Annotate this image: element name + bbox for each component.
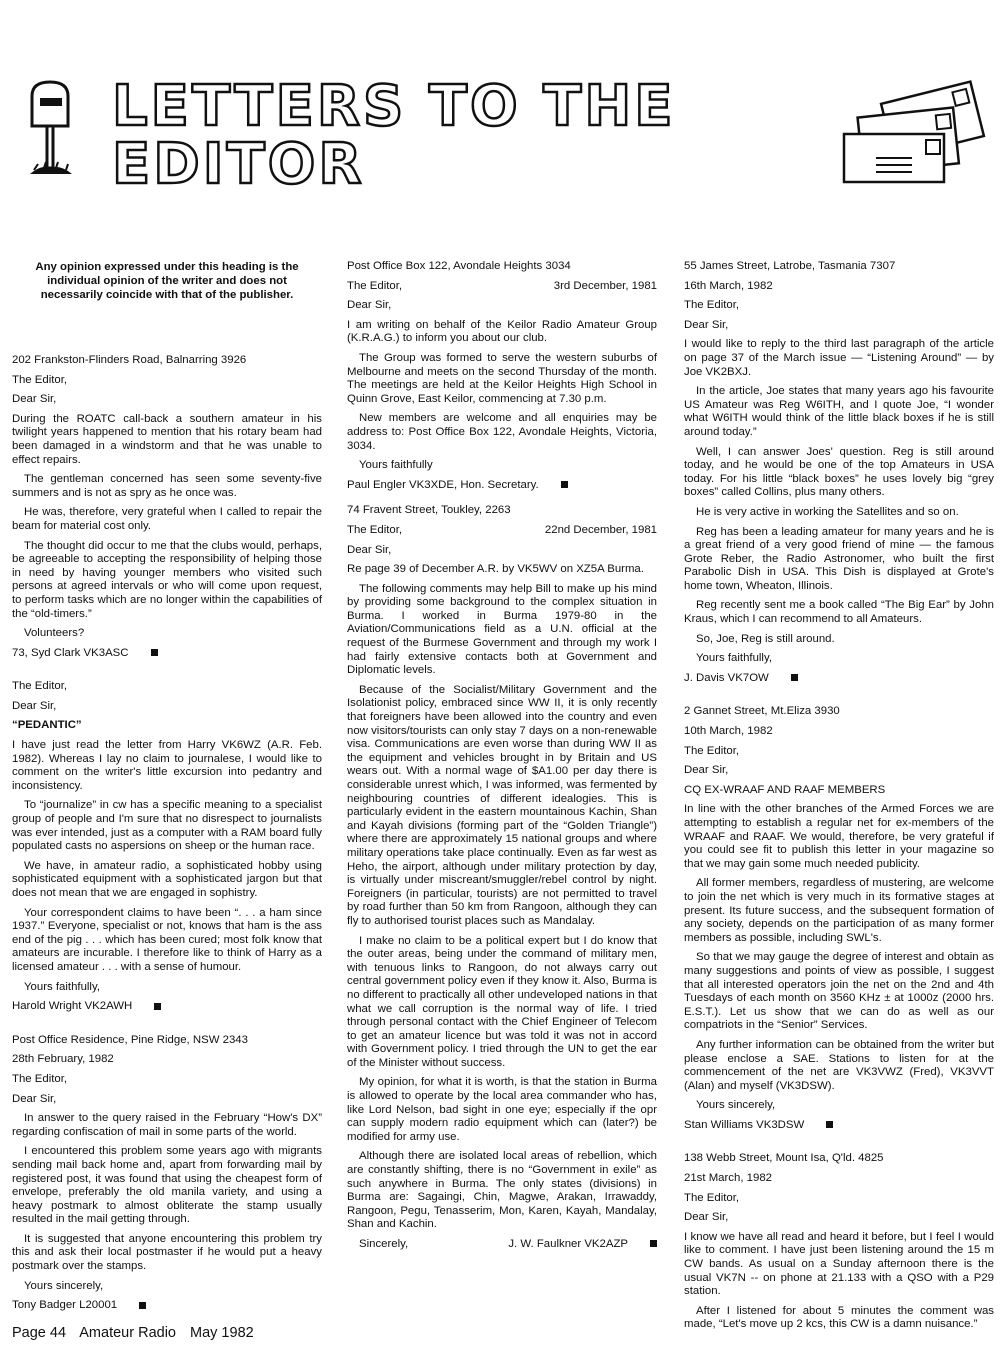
letter-signature xyxy=(347,1238,657,1252)
letter-paragraph: He was, therefore, very grateful when I called to repair the beam for material cost only. xyxy=(12,506,322,532)
letter-paragraph: New members are welcome and all enquiries may be address to: Post Office Box 122, Avondale Heights, Victoria, 3034. xyxy=(347,412,657,452)
end-mark xyxy=(650,1240,657,1247)
page-title xyxy=(112,74,752,197)
letter-address: Post Office Residence, Pine Ridge, NSW 2343 xyxy=(12,1033,248,1046)
letter-paragraph: Because of the Socialist/Military Government and the Isolationist policy, embraced since WW II, it is only recently that foreigners have been allowed into the country and even now visitors/tourists can only stay 7 days on a non-renewable visa. Communications are even worse than during WW II as the equipment and vehicles brought in by Britain and US wears out. With a normal wage of $A1.00 per day there is considerable unrest which, I was informed, was fermented by neighbouring countries of different idealogies. This is particularly evident in the eastern mountainous Kachin, Shan and Kayah divisions (forming part of the “Golden Triangle”) where there are approximately 15 national groups and where military operations take place continually. Even as far west as Heho, the airport, although under military protection by day, is virtually under miscreant/smuggler/rebel control by night. Foreigners (in particular, tourists) are not permitted to travel by road further than 50 km from Rangoon, although they can fly to authorised tourist places such as Mandalay. xyxy=(347,683,657,927)
letter-paragraph: Reg has been a leading amateur for many years and he is a great friend of a very good friend of mine — the famous Grote Reber, the Radio Astronomer, who built the first Parabolic Dish in USA. This Dish is displayed at Grote's home town, Wheaton, Illinois. xyxy=(684,525,994,592)
page-footer xyxy=(12,1325,264,1341)
letter-paragraph: He is very active in working the Satellites and so on. xyxy=(696,505,959,518)
letter-salutation: The Editor, xyxy=(347,279,403,292)
letter-salutation: Dear Sir, xyxy=(347,543,392,556)
letter-paragraph: In answer to the query raised in the February “How's DX” regarding confiscation of mail in some parts of the world. xyxy=(12,1112,322,1138)
letter-paragraph: Well, I can answer Joes' question. Reg is still around today, and he would be one of the top Amateurs in USA today. For his little “black boxes” he uses lovely big “grey boxes” called Collins, plus many others. xyxy=(684,445,994,499)
letter-paragraph: Although there are isolated local areas of rebellion, which are constantly shifting, there is no “Government in exile” as such anywhere in Burma. The only states (divisions) in Burma are: Sagaingi, Chin, Magwe, Arakan, Irrawaddy, Rangoon, Pegu, Tenasserim, Mon, Karen, Kayah, Mandalay, Shan and Kachin. xyxy=(347,1150,657,1231)
signature-text: J. W. Faulkner VK2AZP xyxy=(508,1238,628,1250)
letter-paragraph: My opinion, for what it is worth, is that the station in Burma is allowed to operate by the local area commander who has, like Lord Nelson, bad sight in one eye; especially if the opr can supply modern radio equipment which can (later?) be modified for army use. xyxy=(347,1076,657,1143)
disclaimer: Any opinion expressed under this heading is the individual opinion of the writer and does not necessarily coincide with that of the publisher. xyxy=(35,261,299,301)
letter-closing: Yours sincerely, xyxy=(24,1279,104,1292)
letter-paragraph: During the ROATC call-back a southern amateur in his twilight years happened to mention that his rotary beam had been damaged in a windstorm and that he was unable to effect repairs. xyxy=(12,412,322,466)
letter-paragraph: In the article, Joe states that many years ago his favourite US Amateur was Reg W6ITH, and I quote Joe, “I wonder what W6ITH would think of the little black boxes if he is still around today.” xyxy=(684,385,994,438)
letter-paragraph: So, Joe, Reg is still around. xyxy=(696,632,835,645)
letter-date: 22nd December, 1981 xyxy=(544,523,657,536)
letter-clark xyxy=(12,354,322,660)
letter-salutation: Dear Sir, xyxy=(684,764,729,777)
letter-salutation: Dear Sir, xyxy=(684,318,729,331)
letter-paragraph: All former members, regardless of mustering, are welcome to join the net which is very much in its formative stages at present. Its future success, and the subsequent formation of any society, depends on the participation of as many former members as possible, including SWL's. xyxy=(684,877,994,944)
letter-paragraph: The thought did occur to me that the clubs would, perhaps, be agreeable to accepting the responsibility of helping those in need by having younger members who visited such persons at agreed intervals or who will come upon request, to perform tasks which are no longer within the capabilities of the “old-timers.” xyxy=(12,539,322,620)
letter-salutation: The Editor, xyxy=(12,680,68,693)
letter-paragraph: I would like to reply to the third last paragraph of the article on page 37 of the March issue — “Listening Around” — by Joe VK2BXJ. xyxy=(684,338,994,378)
letter-paragraph: I make no claim to be a political expert but I do know that the outer areas, being under the command of military men, with tenuous links to Rangoon, do not always carry out central government policy even if they know it. Also, Burma is no different to practically all other undeveloped nations in that what we call corruption is the normal way of life. I tried through personal contact with the Chief Engineer of Telecom to get an amateur licence but was told it was not in accord with Government policy. I tried through the UN to get the ear of the Minister without success. xyxy=(347,934,657,1069)
letter-address: 2 Gannet Street, Mt.Eliza 3930 xyxy=(684,705,840,718)
letter-paragraph: The following comments may help Bill to make up his mind by providing some background to the complex situation in Burma. I worked in Burma 1979-80 in the Aviation/Communications field as a U.N. official at the request of the Burmese Government and through my work I had fairly extensive contacts both at Government and Diplomatic levels. xyxy=(347,582,657,677)
letter-salutation: Dear Sir, xyxy=(347,299,392,312)
letter-wright xyxy=(12,680,322,1013)
letter-paragraph: I have just read the letter from Harry VK6WZ (A.R. Feb. 1982). Whereas I lay no claim to journalese, I would like to comment on the writer's little excursion into pedantry and inconsistency. xyxy=(12,739,322,792)
letter-paragraph: So that we may gauge the degree of interest and obtain as many suggestions and points of view as possible, I suggest that all interested operators join the net on the 2nd and 4th Tuesdays of each month on 3560 KHz ± at 1000z (2000 hrs. E.S.T.). Let us show that we can do as well as our compatriots in the “Senior” Services. xyxy=(684,951,994,1032)
letter-paragraph: Your correspondent claims to have been “. . . a ham since 1937.” Everyone, specialist or not, knows that ham is the ass end of the pig . . . which has been cured; most folk know that amateurs are incurable. I therefore like to think of Harry as a licensed amateur . . . with a sense of humour. xyxy=(12,906,322,973)
letter-salutation: Dear Sir, xyxy=(684,1211,729,1224)
letter-date: 28th February, 1982 xyxy=(12,1053,114,1066)
signature-text: 73, Syd Clark VK3ASC xyxy=(12,646,129,659)
letter-salutation-row xyxy=(347,524,657,538)
letter-salutation: Dear Sir, xyxy=(12,393,57,406)
letter-signature xyxy=(347,479,657,493)
end-mark xyxy=(154,1003,161,1010)
letter-salutation: The Editor, xyxy=(12,1072,68,1085)
end-mark xyxy=(139,1302,146,1309)
letter-salutation: The Editor, xyxy=(12,373,68,386)
letter-closing: Sincerely, xyxy=(359,1238,409,1250)
magazine-name: Amateur Radio xyxy=(79,1325,176,1341)
letter-salutation: The Editor, xyxy=(684,744,740,757)
letter-badger xyxy=(12,1034,322,1313)
letter-address: 202 Frankston-Flinders Road, Balnarring 3926 xyxy=(12,354,247,366)
column-3 xyxy=(684,260,994,1338)
letter-paragraph: In line with the other branches of the Armed Forces we are attempting to establish a regular net for ex-members of the WRAAF and RAAF. We would, therefore, be very grateful if you could see fit to publish this letter in your magazine so that we may gain some much needed publicity. xyxy=(684,803,994,870)
letter-mount-isa xyxy=(684,1152,994,1332)
letter-salutation: Dear Sir, xyxy=(12,699,57,712)
letter-paragraph: I am writing on behalf of the Keilor Radio Amateur Group (K.R.A.G.) to inform you about our club. xyxy=(347,318,657,345)
title-line-2: EDITOR xyxy=(112,132,365,197)
letter-salutation-row xyxy=(347,280,657,294)
letter-signature xyxy=(12,1000,322,1014)
letter-davis xyxy=(684,260,994,685)
letter-date: 16th March, 1982 xyxy=(684,279,773,292)
page-header xyxy=(0,0,1000,240)
letter-closing: Yours faithfully, xyxy=(696,652,772,665)
letter-paragraph: To “journalize” in cw has a specific meaning to a specialist group of people and I'm sure that no disrespect to journalists was ever intended, just as a computer with a RAM board fully populated casts no aspersions on sheep or the human race. xyxy=(12,799,322,853)
letter-salutation: The Editor, xyxy=(347,523,403,536)
end-mark xyxy=(791,674,798,681)
letter-date: 3rd December, 1981 xyxy=(553,279,657,292)
letter-salutation: The Editor, xyxy=(684,299,740,312)
signature-text: Harold Wright VK2AWH xyxy=(12,1000,133,1013)
letter-paragraph: I know we have all read and heard it before, but I feel I would like to comment. I have just been listening around the 15 m CW bands. As usual on a Sunday afternoon there is the usual VK7N -- on phone at 21.133 with a QSO with a P29 station. xyxy=(684,1230,994,1298)
column-2 xyxy=(347,260,657,1258)
letter-paragraph: It is suggested that anyone encountering this problem try this and ask their local postmaster if he would put a heavy postmark over the stamps. xyxy=(12,1232,322,1273)
issue-date: May 1982 xyxy=(190,1325,254,1341)
letter-date: 21st March, 1982 xyxy=(684,1172,773,1185)
letter-signature xyxy=(12,1299,322,1313)
signature-text: Tony Badger L20001 xyxy=(12,1299,118,1312)
letter-heading: “PEDANTIC” xyxy=(12,719,82,732)
letter-address: Post Office Box 122, Avondale Heights 3034 xyxy=(347,260,571,272)
letter-address: 138 Webb Street, Mount Isa, Q'ld. 4825 xyxy=(684,1152,884,1165)
end-mark xyxy=(826,1121,833,1128)
letter-address: 55 James Street, Latrobe, Tasmania 7307 xyxy=(684,260,896,272)
letter-address: 74 Fravent Street, Toukley, 2263 xyxy=(347,504,511,517)
title-line-1: LETTERS TO THE xyxy=(112,74,676,139)
letter-closing: Volunteers? xyxy=(24,627,85,640)
letter-paragraph: After I listened for about 5 minutes the comment was made, “Let's move up 2 kcs, this CW is a damn nuisance.” xyxy=(684,1304,994,1331)
letter-signature xyxy=(684,1119,994,1133)
letter-paragraph: We have, in amateur radio, a sophisticated hobby using sophisticated equipment with a sophisticated jargon but that does not mean that we are engaged in sophistry. xyxy=(12,859,322,899)
letter-paragraph: Re page 39 of December A.R. by VK5WV on XZ5A Burma. xyxy=(347,563,644,576)
mailbox-icon xyxy=(20,78,86,190)
end-mark xyxy=(151,649,158,656)
end-mark xyxy=(561,481,568,488)
letter-engler xyxy=(347,260,657,492)
letter-faulkner xyxy=(347,504,657,1251)
letter-signature xyxy=(684,672,994,686)
letter-salutation: The Editor, xyxy=(684,1191,740,1204)
signature-text: Stan Williams VK3DSW xyxy=(684,1118,805,1131)
letter-signature xyxy=(12,647,322,661)
letter-date: 10th March, 1982 xyxy=(684,725,773,738)
letter-paragraph: Reg recently sent me a book called “The Big Ear” by John Kraus, which I can recommend to all Amateurs. xyxy=(684,599,994,626)
letter-paragraph: I encountered this problem some years ago with migrants sending mail back home and, apart from forwarding mail by registered post, it was found that using the cheapest form of envelope, preferably the old manila variety, and using a heavy postmark to almost obliterate the stamp usually resulted in the mail getting through. xyxy=(12,1145,322,1226)
letter-williams xyxy=(684,705,994,1132)
letter-salutation: Dear Sir, xyxy=(12,1092,57,1105)
letter-paragraph: The gentleman concerned has seen some seventy-five summers and is not as spry as he once was. xyxy=(12,473,322,499)
letter-closing: Yours faithfully, xyxy=(24,980,100,993)
letter-paragraph: The Group was formed to serve the western suburbs of Melbourne and meets on the second Thursday of the month. The meetings are held at the Keilor Heights High School in Quinn Grove, East Keilor, commencing at 7.30 p.m. xyxy=(347,351,657,405)
letter-subject: CQ EX-WRAAF AND RAAF MEMBERS xyxy=(684,783,886,796)
letter-paragraph: Any further information can be obtained from the writer but please enclose a SAE. Stations to listen for at the commencement of the net are VK3VWZ (Fred), VK3VVT (Alan) and myself (VK3DSW). xyxy=(684,1038,994,1092)
signature-text: Paul Engler VK3XDE, Hon. Secretary. xyxy=(347,478,539,491)
letter-closing: Yours sincerely, xyxy=(696,1099,776,1112)
letter-closing: Yours faithfully xyxy=(359,459,433,472)
envelopes-icon xyxy=(842,78,992,188)
signature-text: J. Davis VK7OW xyxy=(684,671,769,684)
page-number: Page 44 xyxy=(12,1325,67,1341)
column-1 xyxy=(12,260,322,1319)
